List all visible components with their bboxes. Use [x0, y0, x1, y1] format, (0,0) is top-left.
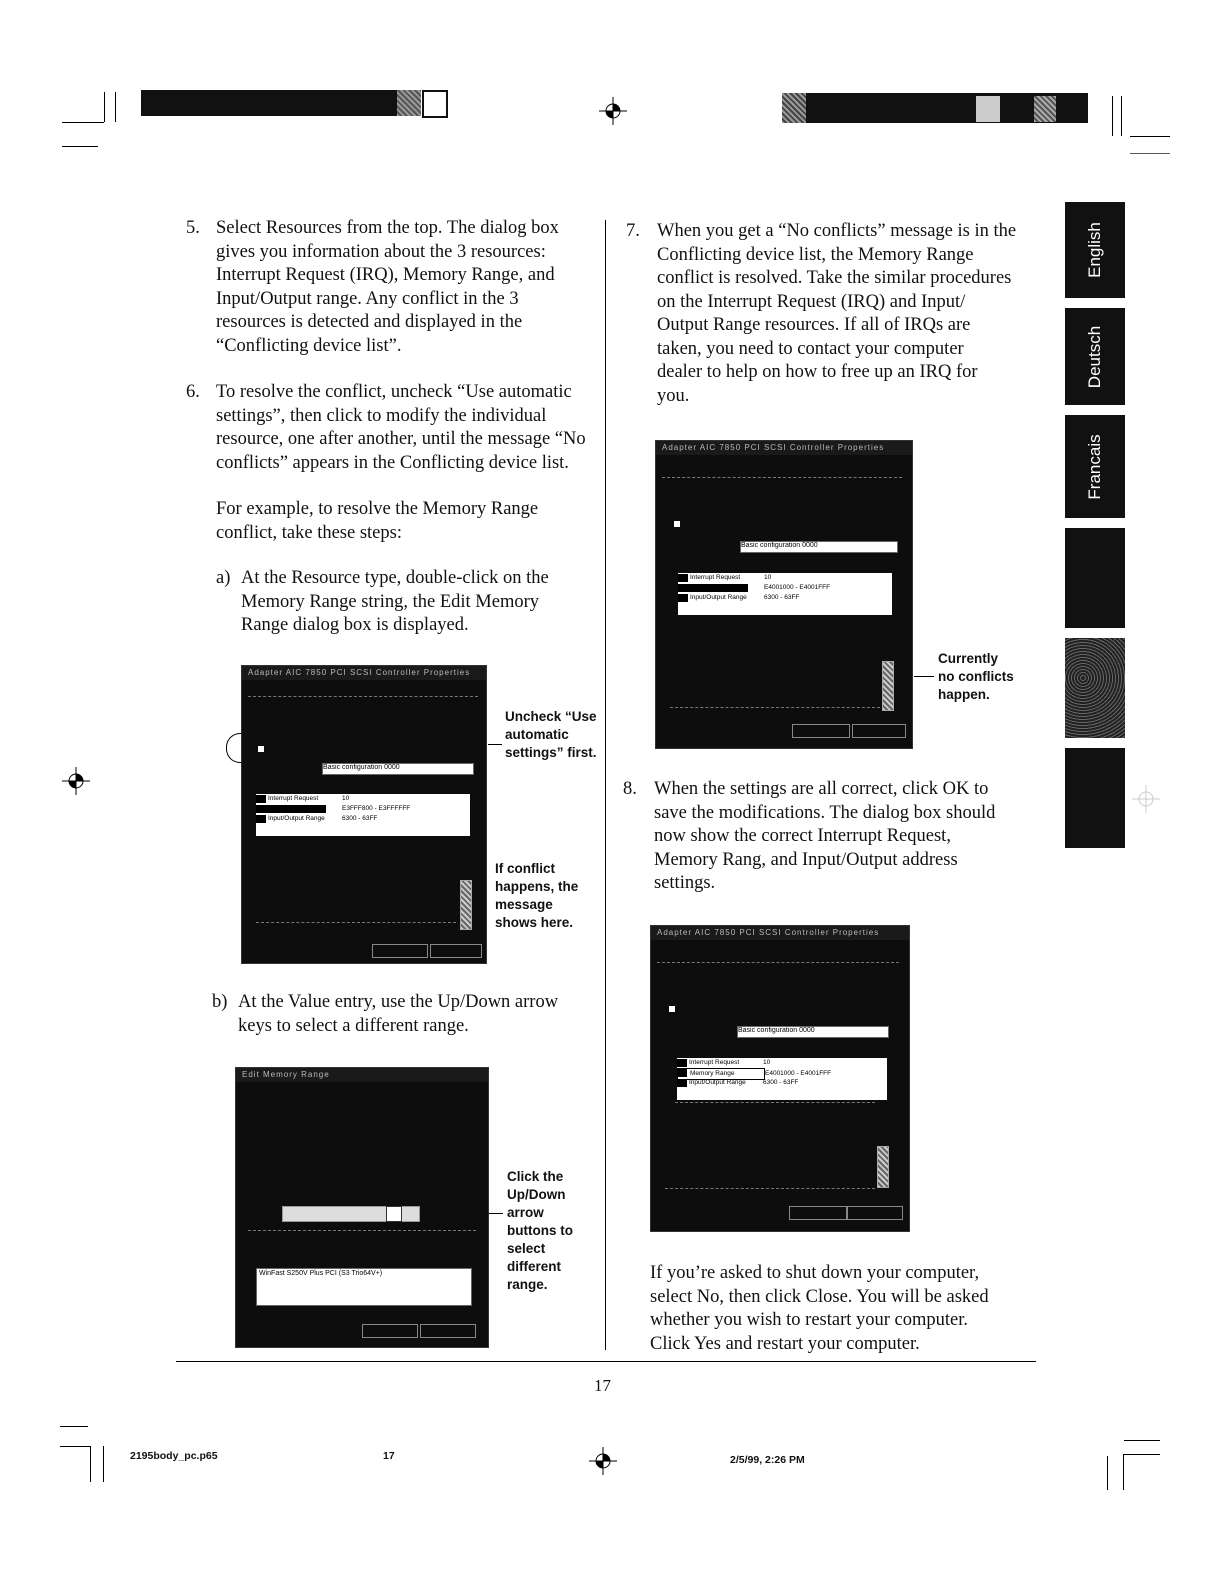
text-line: At the Value entry, use the Up/Down arrow — [238, 992, 559, 1012]
conflict-list-border — [675, 1102, 875, 1103]
page-number: 17 — [594, 1376, 611, 1395]
annotation-line: Up/Down — [507, 1187, 566, 1202]
closing-text — [650, 1262, 1050, 1356]
annotation-line: automatic — [505, 727, 569, 742]
callout-line — [914, 676, 934, 677]
tab-english[interactable] — [1065, 202, 1125, 298]
ok-button[interactable] — [372, 944, 428, 958]
crop-mark-top-left-h2 — [62, 146, 98, 147]
tab-blank-3[interactable] — [1065, 748, 1125, 848]
conflict-list-scrollbar[interactable] — [877, 1146, 889, 1188]
tab-blank-1[interactable] — [1065, 528, 1125, 628]
text-line: resources is detected and displayed in the — [216, 312, 523, 332]
adapter-properties-screenshot — [241, 665, 487, 964]
annotation-line: different — [507, 1259, 561, 1274]
list-item[interactable]: Interrupt Request 10 — [256, 794, 470, 804]
annotation-line: happens, the — [495, 879, 579, 894]
conflict-info-field: WinFast S250V Plus PCI (S3 Trio64V+) — [256, 1268, 472, 1306]
text-line: on the Interrupt Request (IRQ) and Input/ — [657, 291, 966, 312]
list-item[interactable]: Input/Output Range 6300 - 63FF — [677, 1078, 887, 1088]
text-line: select No, then click Close. You will be asked — [650, 1286, 989, 1307]
footer-date: 2/5/99, 2:26 PM — [730, 1454, 805, 1466]
text-line: At the Resource type, double-click on the — [241, 568, 549, 588]
text-line: Select Resources from the top. The dialog box — [216, 218, 559, 238]
tab-label: Francais — [1085, 433, 1104, 500]
resource-list — [678, 573, 892, 615]
registration-crosshair-icon — [62, 767, 90, 795]
conflict-list-scrollbar[interactable] — [882, 661, 894, 711]
text-line: When you get a “No conflicts” message is in the — [657, 221, 1017, 241]
step-6-text — [216, 381, 606, 475]
tab-deutsch[interactable] — [1065, 308, 1125, 405]
text-line: keys to select a different range. — [238, 1015, 469, 1036]
step-a-text — [241, 567, 601, 638]
adapter-properties-screenshot — [655, 440, 913, 749]
annotation-line: select — [507, 1241, 546, 1256]
step-a-label: a) — [216, 568, 231, 588]
configuration-select[interactable]: Basic configuration 0000 — [740, 541, 898, 553]
annotation-line: range. — [507, 1277, 548, 1292]
text-line: If you’re asked to shut down your computer, — [650, 1263, 980, 1283]
header-bar-right-light1 — [976, 96, 1000, 122]
bottom-rule — [176, 1361, 1036, 1362]
annotation-line: buttons to — [507, 1223, 573, 1238]
header-bar-right-pattern — [782, 93, 806, 123]
text-line: resource, one after another, until the message “No — [216, 429, 586, 449]
step-5-number: 5. — [186, 218, 200, 238]
conflict-list-border — [670, 707, 880, 708]
registration-crosshair-icon — [1132, 785, 1160, 813]
resource-list — [677, 1058, 887, 1100]
crop-mark-bottom-right-v2 — [1123, 1454, 1124, 1490]
tab-label: English — [1085, 222, 1104, 278]
text-line: now show the correct Interrupt Request, — [654, 826, 951, 846]
list-item[interactable]: Memory Range E4001000 - E4001FFF — [677, 1068, 887, 1078]
text-line: Click Yes and restart your computer. — [650, 1333, 920, 1354]
list-item[interactable]: E4001000 - E4001FFF — [678, 583, 892, 593]
conflict-list-border — [665, 1188, 875, 1189]
text-line: “Conflicting device list”. — [216, 335, 402, 356]
text-line: Interrupt Request (IRQ), Memory Range, and — [216, 265, 555, 285]
crop-mark-bottom-right-h2 — [1124, 1454, 1160, 1455]
text-line: save the modifications. The dialog box should — [654, 802, 996, 823]
annotation-no-conflicts — [938, 650, 1048, 704]
callout-line — [489, 1213, 503, 1214]
step-8-number: 8. — [623, 779, 637, 799]
crop-mark-top-left-v — [104, 92, 105, 122]
up-down-arrow-icon[interactable] — [386, 1206, 402, 1222]
text-line: settings. — [654, 873, 716, 893]
example-text — [216, 498, 596, 545]
text-line: Input/Output range. Any conflict in the 3 — [216, 288, 519, 309]
text-line: conflict is resolved. Take the similar procedures — [657, 268, 1012, 288]
annotation-line: shows here. — [495, 915, 574, 930]
text-line: you. — [657, 385, 690, 406]
cancel-button[interactable] — [430, 944, 482, 958]
tab-blank-2[interactable] — [1065, 638, 1125, 738]
text-line: gives you information about the 3 resources: — [216, 241, 546, 262]
header-bar-left-pattern — [397, 90, 421, 116]
annotation-line: message — [495, 897, 553, 912]
conflict-list-border — [256, 922, 456, 923]
resource-list — [256, 794, 470, 836]
dialog-title-bar: Adapter AIC 7850 PCI SCSI Controller Properties — [242, 666, 486, 680]
text-line: To resolve the conflict, uncheck “Use automatic — [216, 382, 572, 402]
adapter-properties-screenshot — [650, 925, 910, 1232]
crop-mark-bottom-left-h2 — [60, 1446, 90, 1447]
annotation-line: Uncheck “Use — [505, 709, 597, 724]
configuration-select[interactable]: Basic configuration 0000 — [322, 763, 474, 775]
crop-mark-top-right-v2 — [1121, 96, 1122, 136]
text-line: settings”, then click to modify the individual — [216, 405, 547, 426]
crop-mark-bottom-left-v — [90, 1446, 91, 1482]
automatic-settings-checkbox[interactable] — [674, 521, 680, 527]
callout-bracket — [226, 733, 243, 763]
text-line: Memory Range string, the Edit Memory — [241, 591, 540, 612]
header-bar-left-box — [422, 90, 448, 118]
callout-line — [488, 744, 502, 745]
step-b-text — [238, 991, 598, 1038]
crop-mark-bottom-left-v2 — [103, 1446, 104, 1482]
ok-button[interactable] — [792, 724, 850, 738]
value-group-border — [248, 1230, 476, 1231]
tab-strip — [662, 477, 902, 478]
text-line: Range dialog box is displayed. — [241, 615, 469, 635]
crop-mark-bottom-right-h — [1124, 1440, 1160, 1441]
text-line: Conflicting device list, the Memory Range — [657, 244, 974, 265]
header-bar-left — [141, 90, 397, 116]
cancel-button[interactable] — [852, 724, 906, 738]
registration-crosshair-icon — [589, 1447, 617, 1475]
annotation-line: arrow — [507, 1205, 544, 1220]
tab-strip — [657, 962, 899, 963]
cancel-button[interactable] — [420, 1324, 476, 1338]
crop-mark-bottom-left-h — [60, 1426, 88, 1427]
automatic-settings-checkbox[interactable] — [258, 746, 264, 752]
list-item[interactable]: Interrupt Request 10 — [678, 573, 892, 583]
conflict-list-scrollbar[interactable] — [460, 880, 472, 930]
crop-mark-top-left — [62, 122, 104, 123]
dialog-title-bar: Adapter AIC 7850 PCI SCSI Controller Properties — [651, 926, 909, 940]
annotation-line: settings” first. — [505, 745, 597, 760]
footer-filename: 2195body_pc.p65 — [130, 1450, 218, 1462]
list-item[interactable]: Interrupt Request 10 — [677, 1058, 887, 1068]
list-item[interactable]: Input/Output Range 6300 - 63FF — [256, 814, 470, 824]
crop-mark-top-right-h2 — [1130, 153, 1170, 154]
ok-button[interactable] — [362, 1324, 418, 1338]
edit-memory-range-screenshot — [235, 1067, 489, 1348]
text-line: Memory Rang, and Input/Output address — [654, 849, 958, 870]
annotation-line: no conflicts — [938, 669, 1014, 684]
text-line: conflicts” appears in the Conflicting device list. — [216, 452, 569, 473]
footer-page: 17 — [383, 1450, 395, 1462]
step-7-text — [657, 220, 1057, 408]
text-line: Output Range resources. If all of IRQs are — [657, 315, 971, 335]
step-5-text — [216, 217, 596, 358]
crop-mark-top-right-v — [1112, 96, 1113, 136]
step-8-text — [654, 778, 1054, 896]
step-6-number: 6. — [186, 382, 200, 402]
step-7-number: 7. — [626, 221, 640, 241]
annotation-up-down — [507, 1168, 607, 1294]
tab-francais[interactable] — [1065, 415, 1125, 518]
annotation-conflict — [495, 860, 605, 932]
text-line: taken, you need to contact your computer — [657, 338, 964, 359]
automatic-settings-checkbox[interactable] — [669, 1006, 675, 1012]
text-line: conflict, take these steps: — [216, 522, 402, 543]
header-bar-right-light2 — [1034, 96, 1056, 122]
annotation-line: Currently — [938, 651, 999, 666]
dialog-title-bar: Adapter AIC 7850 PCI SCSI Controller Properties — [656, 441, 912, 455]
annotation-line: If conflict — [495, 861, 555, 876]
cancel-button[interactable] — [847, 1206, 903, 1220]
ok-button[interactable] — [789, 1206, 847, 1220]
configuration-select[interactable]: Basic configuration 0000 — [737, 1026, 889, 1038]
text-line: whether you wish to restart your computer. — [650, 1310, 969, 1330]
crop-mark-top-left-v2 — [115, 92, 116, 122]
text-line: For example, to resolve the Memory Range — [216, 499, 539, 519]
crop-mark-bottom-right-v — [1107, 1456, 1108, 1490]
step-b-label: b) — [212, 992, 228, 1012]
list-item[interactable]: Input/Output Range 6300 - 63FF — [678, 593, 892, 603]
registration-crosshair-icon — [599, 97, 627, 125]
annotation-line: Click the — [507, 1169, 564, 1184]
text-line: When the settings are all correct, click OK to — [654, 779, 989, 799]
annotation-line: happen. — [938, 687, 990, 702]
list-item[interactable]: E3FFF800 - E3FFFFFF — [256, 804, 470, 814]
crop-mark-top-right-h — [1130, 136, 1170, 137]
annotation-uncheck — [505, 708, 615, 762]
text-line: dealer to help on how to free up an IRQ for — [657, 362, 978, 382]
dialog-title-bar: Edit Memory Range — [236, 1068, 488, 1082]
tab-label: Deutsch — [1085, 325, 1104, 388]
tab-strip — [248, 696, 478, 697]
